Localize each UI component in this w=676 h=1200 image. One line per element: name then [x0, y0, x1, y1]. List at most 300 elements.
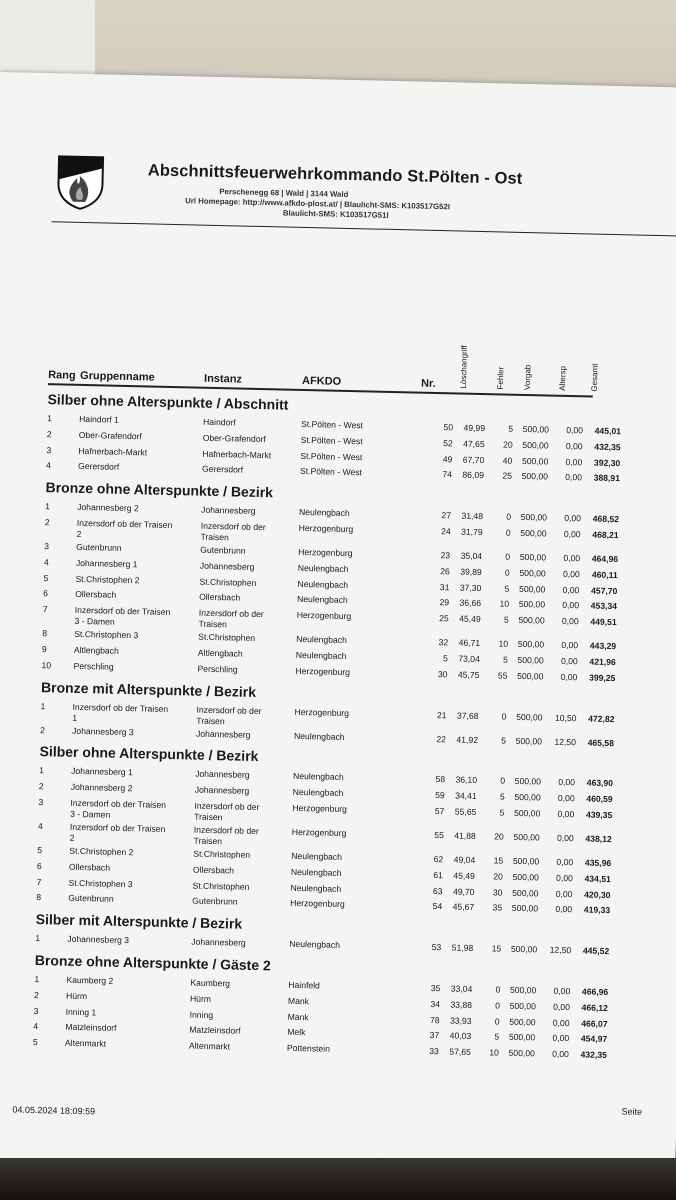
- cell-alt: 0,00: [556, 856, 574, 868]
- header-divider: [52, 221, 676, 236]
- cell-inst: Kaumberg: [190, 977, 231, 989]
- fire-brigade-logo-icon: [55, 153, 106, 210]
- cell-rank: 1: [34, 974, 40, 985]
- cell-team: Altenmarkt: [64, 1037, 107, 1049]
- cell-rank: 7: [42, 604, 48, 615]
- cell-vor: 500,00: [510, 944, 538, 955]
- cell-ges: 468,21: [592, 529, 619, 541]
- cell-ges: 435,96: [584, 857, 612, 869]
- cell-ges: 443,29: [589, 640, 617, 652]
- cell-feh: 20: [494, 831, 504, 842]
- cell-nr: 30: [437, 668, 448, 680]
- cell-feh: 0: [495, 984, 501, 995]
- cell-nr: 32: [438, 637, 449, 648]
- cell-vor: 500,00: [514, 776, 542, 787]
- organization-title: Abschnittsfeuerwehrkommando St.Pölten - Ost: [147, 161, 523, 188]
- cell-ges: 464,96: [591, 553, 619, 565]
- cell-nr: 33: [429, 1046, 440, 1057]
- cell-ls: 31,79: [461, 526, 483, 538]
- cell-team: Johannesberg 2: [77, 502, 139, 514]
- cell-inst: Hafnerbach-Markt: [202, 448, 272, 460]
- cell-inst: Inzersdorf ob der: [198, 607, 264, 620]
- cell-nr: 58: [435, 774, 446, 785]
- results-document: [0, 72, 676, 1178]
- cell-team-line2: 3 - Damen: [70, 808, 111, 820]
- cell-ges: 392,30: [593, 457, 621, 468]
- cell-nr: 78: [429, 1014, 440, 1025]
- column-header-fehler: Fehler: [495, 366, 506, 390]
- cell-feh: 0: [504, 567, 510, 578]
- cell-ls: 36,10: [455, 774, 478, 786]
- cell-rank: 2: [44, 517, 50, 528]
- cell-ges: 457,70: [590, 585, 618, 596]
- cell-feh: 5: [508, 423, 514, 434]
- cell-team: Hafnerbach-Markt: [78, 445, 148, 458]
- cell-team: Haindorf 1: [79, 413, 119, 425]
- cell-inst: Inning: [189, 1009, 214, 1020]
- cell-inst: Ollersbach: [192, 864, 235, 876]
- cell-ls: 36,66: [459, 597, 482, 609]
- cell-alt: 0,00: [552, 1033, 570, 1044]
- cell-ges: 463,90: [586, 777, 614, 789]
- cell-rank: 3: [44, 541, 50, 552]
- cell-feh: 0: [501, 711, 507, 722]
- cell-feh: 0: [500, 775, 506, 787]
- cell-vor: 500,00: [521, 471, 549, 482]
- cell-rank: 2: [33, 989, 39, 1000]
- cell-feh: 20: [503, 439, 513, 450]
- cell-feh: 20: [493, 871, 503, 882]
- cell-ges: 472,82: [588, 713, 615, 724]
- cell-feh: 10: [499, 598, 510, 610]
- cell-feh: 30: [492, 886, 503, 898]
- cell-inst: Altlengbach: [197, 647, 243, 659]
- cell-alt: 0,00: [561, 616, 579, 627]
- cell-afkdo: Neulengbach: [295, 649, 347, 662]
- cell-team: Inzersdorf ob der Traisen: [74, 605, 171, 618]
- column-header-altersp: Altersp: [557, 365, 568, 391]
- cell-ls: 33,93: [449, 1015, 472, 1026]
- cell-afkdo: Herzogenburg: [291, 826, 347, 839]
- cell-rank: 3: [33, 1005, 39, 1016]
- organization-homepage: Url Homepage: http://www.afkdo-plost.at/ | Blaulicht-SMS: K103517G52I: [185, 196, 451, 212]
- cell-feh: 5: [502, 654, 508, 665]
- column-header-rang: Rang: [47, 369, 76, 382]
- cell-rank: 1: [39, 765, 45, 776]
- cell-vor: 500,00: [508, 1032, 536, 1043]
- cell-afkdo: Herzogenburg: [294, 706, 350, 718]
- cell-nr: 31: [439, 581, 450, 592]
- cell-vor: 500,00: [521, 455, 549, 467]
- cell-inst: Johannesberg: [201, 504, 256, 517]
- cell-ls: 45,49: [453, 870, 476, 881]
- cell-rank: 1: [35, 933, 41, 944]
- cell-ges: 449,51: [590, 616, 617, 628]
- cell-inst: Inzersdorf ob der: [196, 704, 262, 716]
- cell-nr: 29: [439, 597, 450, 608]
- cell-ges: 460,59: [586, 793, 613, 805]
- cell-inst-line2: Traisen: [196, 715, 225, 726]
- cell-alt: 12,50: [549, 944, 572, 956]
- cell-inst-line2: Traisen: [198, 618, 227, 630]
- cell-nr: 55: [434, 830, 444, 841]
- cell-nr: 74: [442, 469, 453, 480]
- cell-afkdo: Neulengbach: [297, 562, 349, 574]
- cell-vor: 500,00: [520, 512, 548, 523]
- cell-ges: 420,30: [584, 889, 611, 900]
- column-header-nr: Nr.: [420, 377, 436, 390]
- cell-ls: 67,70: [462, 454, 485, 465]
- cell-afkdo: Herzogenburg: [290, 898, 345, 910]
- cell-alt: 0,00: [563, 528, 581, 540]
- cell-vor: 500,00: [509, 984, 537, 996]
- column-header-afkdo: AFKDO: [301, 374, 342, 388]
- cell-afkdo: Neulengbach: [296, 634, 347, 646]
- cell-rank: 1: [45, 501, 51, 512]
- cell-ges: 466,96: [581, 986, 609, 998]
- cell-vor: 500,00: [522, 439, 549, 451]
- cell-team: Inzersdorf ob der Traisen: [72, 701, 169, 714]
- cell-inst-line2: Traisen: [193, 835, 223, 847]
- cell-feh: 0: [494, 1016, 500, 1027]
- cell-feh: 15: [493, 855, 504, 866]
- cell-alt: 0,00: [560, 655, 578, 667]
- cell-team-line2: 2: [76, 528, 82, 539]
- cell-nr: 59: [435, 790, 445, 801]
- cell-ges: 388,91: [593, 472, 621, 484]
- cell-ls: 51,98: [451, 942, 474, 954]
- cell-afkdo: Neulengbach: [289, 938, 341, 951]
- cell-ls: 39,89: [460, 566, 482, 577]
- cell-ges: 399,25: [589, 672, 616, 683]
- cell-vor: 500,00: [517, 654, 544, 666]
- cell-vor: 500,00: [509, 1016, 536, 1027]
- cell-ls: 37,30: [459, 582, 482, 593]
- cell-vor: 500,00: [517, 670, 544, 682]
- cell-nr: 61: [433, 869, 444, 881]
- cell-rank: 6: [43, 588, 49, 599]
- cell-team: Hürm: [65, 990, 88, 1002]
- cell-team: Inzersdorf ob der Traisen: [70, 797, 167, 810]
- cell-alt: 0,00: [552, 1048, 569, 1060]
- cell-ls: 49,99: [463, 422, 486, 434]
- cell-inst: Matzleinsdorf: [189, 1024, 241, 1037]
- cell-alt: 0,00: [555, 904, 573, 915]
- cell-nr: 37: [429, 1030, 440, 1041]
- cell-feh: 0: [506, 511, 512, 522]
- cell-inst-line2: Traisen: [194, 811, 223, 823]
- cell-ges: 468,52: [592, 513, 620, 525]
- cell-nr: 5: [442, 653, 448, 664]
- cell-afkdo: Neulengbach: [290, 866, 342, 878]
- background-bottom: [0, 1158, 676, 1200]
- cell-inst: Johannesberg: [195, 728, 251, 740]
- cell-afkdo: Pottenstein: [286, 1042, 331, 1054]
- cell-team: Johannesberg 3: [67, 933, 130, 946]
- cell-nr: 54: [432, 901, 443, 912]
- section-title: Silber ohne Alterspunkte / Bezirk: [39, 743, 259, 765]
- cell-ls: 31,48: [461, 510, 484, 522]
- cell-inst: St.Christophen: [193, 848, 251, 860]
- cell-ls: 57,65: [449, 1046, 471, 1058]
- cell-team: Altlengbach: [73, 644, 119, 656]
- cell-feh: 5: [494, 1031, 500, 1042]
- print-timestamp: 04.05.2024 18:09:59: [12, 1104, 96, 1117]
- section-title: Bronze mit Alterspunkte / Bezirk: [40, 678, 257, 700]
- cell-afkdo: Herzogenburg: [292, 802, 347, 815]
- cell-inst-line2: Traisen: [200, 531, 229, 543]
- cell-afkdo: St.Pölten - West: [300, 418, 364, 431]
- cell-ls: 49,04: [453, 854, 476, 865]
- cell-team: Ollersbach: [68, 861, 111, 873]
- cell-nr: 24: [441, 526, 451, 537]
- cell-alt: 0,00: [565, 472, 583, 483]
- column-header-instanz: Instanz: [203, 372, 243, 386]
- cell-alt: 0,00: [565, 456, 583, 467]
- cell-ges: 454,97: [580, 1033, 608, 1045]
- section-title: Bronze ohne Alterspunkte / Gäste 2: [34, 952, 271, 974]
- cell-nr: 21: [436, 709, 447, 720]
- cell-feh: 0: [505, 527, 511, 538]
- cell-vor: 500,00: [509, 1000, 537, 1012]
- cell-vor: 500,00: [513, 807, 541, 819]
- cell-ges: 466,12: [581, 1002, 609, 1013]
- column-header-loeschangriff: Löschangriff: [458, 345, 469, 389]
- cell-ges: 460,11: [591, 569, 618, 580]
- cell-alt: 0,00: [565, 440, 583, 452]
- cell-afkdo: Herzogenburg: [296, 610, 352, 622]
- cell-team: Gerersdorf: [77, 461, 120, 473]
- cell-rank: 1: [40, 700, 46, 711]
- cell-feh: 5: [504, 583, 510, 594]
- cell-nr: 49: [442, 453, 453, 464]
- cell-inst: St.Christophen: [192, 880, 250, 892]
- cell-team: Johannesberg 1: [75, 557, 138, 570]
- cell-feh: 40: [502, 455, 513, 466]
- cell-afkdo: Mank: [287, 995, 310, 1007]
- cell-nr: 25: [439, 613, 449, 624]
- cell-nr: 57: [434, 806, 445, 817]
- cell-alt: 0,00: [556, 832, 574, 844]
- cell-inst: Ollersbach: [199, 592, 241, 603]
- cell-afkdo: Neulengbach: [291, 850, 343, 862]
- cell-vor: 500,00: [516, 711, 543, 723]
- cell-team-line2: 1: [72, 712, 78, 723]
- cell-alt: 0,00: [553, 1001, 571, 1012]
- cell-vor: 500,00: [508, 1047, 535, 1059]
- cell-inst: Johannesberg: [195, 768, 250, 781]
- cell-ls: 33,04: [450, 983, 473, 994]
- cell-team: St.Christophen 2: [69, 845, 134, 858]
- cell-alt: 0,00: [553, 985, 571, 997]
- cell-ges: 445,01: [594, 425, 622, 437]
- cell-afkdo: Neulengbach: [290, 882, 342, 894]
- cell-inst: Inzersdorf ob der: [193, 824, 259, 837]
- cell-nr: 27: [441, 510, 452, 521]
- cell-afkdo: St.Pölten - West: [300, 450, 363, 462]
- cell-alt: 0,00: [566, 424, 584, 436]
- cell-feh: 15: [491, 943, 502, 954]
- cell-inst: Johannesberg: [199, 560, 255, 572]
- cell-vor: 500,00: [520, 527, 547, 539]
- section-title: Silber ohne Alterspunkte / Abschnitt: [47, 391, 289, 413]
- cell-alt: 0,00: [557, 793, 575, 804]
- cell-afkdo: Herzogenburg: [298, 546, 353, 559]
- cell-inst: Johannesberg: [191, 936, 246, 948]
- cell-ges: 453,34: [590, 600, 618, 612]
- cell-vor: 500,00: [515, 735, 543, 747]
- cell-team: Johannesberg 3: [71, 725, 134, 737]
- cell-afkdo: Neulengbach: [293, 730, 345, 742]
- cell-feh: 55: [497, 670, 508, 681]
- cell-ls: 45,75: [457, 669, 480, 680]
- cell-inst: Ober-Grafendorf: [202, 432, 266, 444]
- cell-team: Johannesberg 2: [70, 781, 133, 794]
- cell-team-line2: 2: [69, 832, 75, 843]
- cell-feh: 0: [495, 1000, 501, 1011]
- cell-rank: 3: [46, 444, 52, 455]
- cell-rank: 4: [45, 460, 51, 471]
- cell-team: Perschling: [73, 660, 114, 672]
- cell-rank: 4: [43, 556, 49, 568]
- cell-ges: 439,35: [585, 809, 613, 821]
- cell-nr: 52: [443, 437, 453, 449]
- cell-rank: 5: [43, 572, 49, 583]
- cell-rank: 4: [33, 1021, 39, 1032]
- cell-inst: St.Christophen: [198, 631, 256, 644]
- cell-rank: 8: [42, 628, 48, 639]
- cell-ls: 40,03: [449, 1030, 472, 1042]
- cell-rank: 5: [32, 1037, 38, 1048]
- cell-rank: 10: [41, 659, 52, 671]
- cell-vor: 500,00: [512, 855, 540, 867]
- cell-afkdo: St.Pölten - West: [300, 434, 363, 447]
- cell-ls: 33,88: [450, 999, 473, 1010]
- cell-nr: 53: [431, 942, 442, 953]
- cell-rank: 9: [41, 644, 47, 655]
- cell-inst: Gerersdorf: [201, 464, 244, 476]
- cell-inst: Inzersdorf ob der: [194, 800, 260, 813]
- cell-ls: 86,09: [462, 469, 485, 481]
- cell-alt: 0,00: [561, 640, 579, 651]
- cell-ls: 73,04: [458, 653, 480, 665]
- cell-vor: 500,00: [511, 903, 539, 914]
- cell-alt: 0,00: [555, 888, 573, 899]
- cell-vor: 500,00: [517, 639, 545, 650]
- cell-ls: 34,41: [455, 790, 477, 802]
- cell-team: Ollersbach: [75, 589, 117, 601]
- cell-inst: Johannesberg: [194, 784, 250, 797]
- cell-team: Inzersdorf ob der Traisen: [76, 517, 173, 531]
- cell-ges: 434,51: [584, 873, 611, 884]
- cell-vor: 500,00: [518, 615, 545, 626]
- cell-feh: 5: [499, 807, 505, 818]
- cell-nr: 50: [443, 422, 454, 433]
- section-title: Bronze ohne Alterspunkte / Bezirk: [45, 479, 274, 501]
- cell-afkdo: Hainfeld: [288, 979, 321, 991]
- cell-vor: 500,00: [514, 792, 541, 803]
- cell-ges: 438,12: [585, 833, 612, 845]
- cell-nr: 34: [430, 998, 441, 1010]
- cell-inst: Perschling: [197, 663, 238, 675]
- cell-rank: 4: [37, 821, 43, 832]
- cell-ges: 432,35: [594, 441, 621, 452]
- cell-ls: 49,70: [452, 886, 475, 897]
- cell-feh: 5: [503, 614, 509, 625]
- cell-vor: 500,00: [518, 599, 546, 610]
- cell-alt: 0,00: [563, 552, 581, 564]
- cell-afkdo: Neulengbach: [292, 787, 344, 799]
- cell-vor: 500,00: [519, 551, 547, 563]
- cell-rank: 2: [38, 781, 44, 792]
- cell-alt: 12,50: [554, 736, 577, 747]
- cell-rank: 6: [36, 860, 42, 871]
- cell-rank: 7: [36, 876, 42, 887]
- cell-ls: 41,88: [454, 830, 476, 841]
- cell-vor: 500,00: [522, 423, 550, 435]
- cell-team: Gutenbrunn: [68, 893, 114, 905]
- cell-afkdo: Neulengbach: [297, 594, 348, 606]
- cell-nr: 26: [440, 565, 450, 577]
- cell-inst: Altenmarkt: [188, 1040, 231, 1052]
- cell-ls: 47,65: [463, 438, 485, 449]
- cell-team: Matzleinsdorf: [65, 1022, 117, 1034]
- cell-vor: 500,00: [519, 583, 546, 595]
- cell-inst: Haindorf: [203, 416, 236, 428]
- cell-team: Ober-Grafendorf: [78, 429, 142, 442]
- cell-alt: 10,50: [554, 712, 577, 723]
- cell-ls: 55,65: [454, 806, 477, 817]
- cell-nr: 62: [433, 854, 444, 865]
- cell-team: Kaumberg 2: [66, 974, 114, 986]
- cell-ges: 465,58: [587, 737, 615, 748]
- cell-vor: 500,00: [512, 887, 539, 899]
- cell-nr: 35: [430, 983, 441, 994]
- cell-afkdo: Neulengbach: [298, 507, 350, 519]
- cell-afkdo: St.Pölten - West: [299, 466, 363, 478]
- cell-ges: 466,07: [581, 1018, 608, 1029]
- cell-rank: 2: [39, 724, 45, 735]
- cell-rank: 5: [37, 845, 43, 856]
- cell-team: St.Christophen 2: [75, 573, 140, 585]
- cell-feh: 10: [498, 638, 509, 649]
- cell-team: St.Christophen 3: [74, 629, 139, 641]
- cell-ls: 41,92: [456, 734, 479, 745]
- cell-nr: 23: [440, 550, 451, 561]
- cell-nr: 63: [432, 885, 443, 896]
- column-header-gesamt: Gesamt: [589, 363, 600, 392]
- cell-alt: 0,00: [560, 671, 578, 683]
- cell-team-line2: 3 - Damen: [74, 616, 115, 627]
- cell-ls: 35,04: [460, 550, 483, 562]
- cell-ls: 37,68: [456, 710, 479, 721]
- cell-team: St.Christophen 3: [68, 877, 133, 889]
- cell-alt: 0,00: [564, 513, 582, 524]
- cell-feh: 5: [499, 791, 505, 802]
- cell-ges: 419,33: [583, 904, 611, 916]
- cell-afkdo: Herzogenburg: [295, 665, 351, 677]
- cell-ges: 432,35: [580, 1049, 607, 1061]
- cell-alt: 0,00: [562, 584, 580, 595]
- cell-afkdo: Herzogenburg: [298, 522, 354, 535]
- cell-feh: 25: [502, 470, 513, 482]
- cell-team: Johannesberg 1: [71, 766, 133, 778]
- cell-afkdo: Melk: [287, 1027, 306, 1038]
- cell-nr: 22: [436, 733, 447, 744]
- cell-team: Inning 1: [65, 1006, 97, 1018]
- cell-ls: 46,71: [458, 637, 481, 649]
- organization-address: Perschenegg 68 | Wald | 3144 Wald: [219, 187, 349, 199]
